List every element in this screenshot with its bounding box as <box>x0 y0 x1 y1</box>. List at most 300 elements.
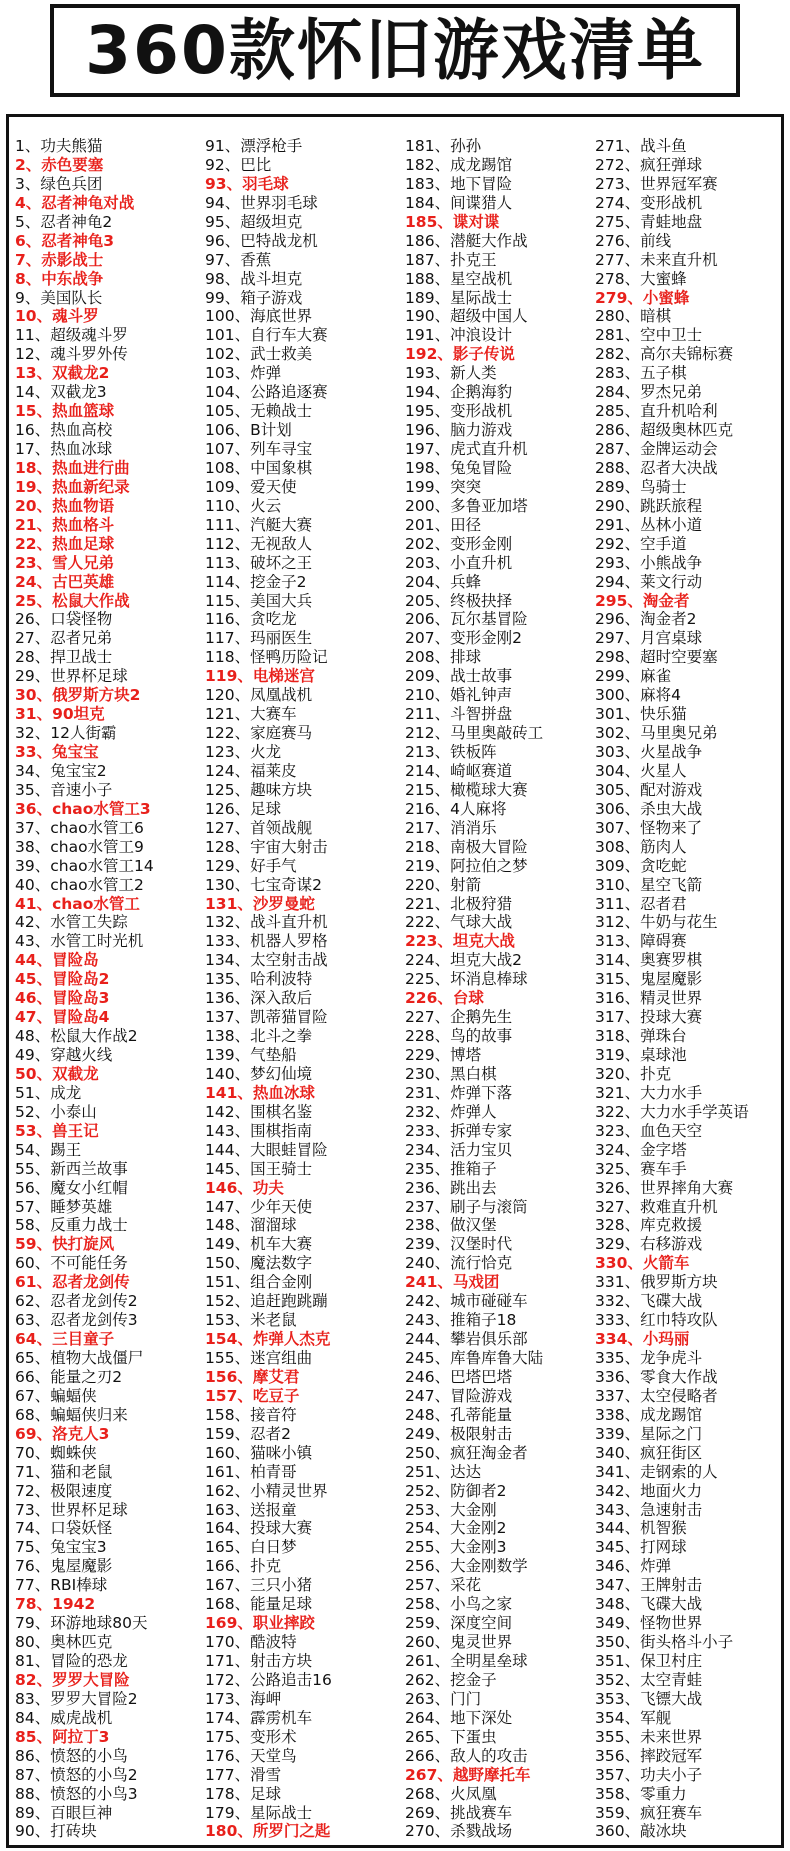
list-item: 149、机车大赛 <box>205 1235 313 1254</box>
list-item: 333、红巾特攻队 <box>595 1311 718 1330</box>
list-item: 273、世界冠军赛 <box>595 174 718 193</box>
list-item: 87、愤怒的小鸟2 <box>15 1765 138 1784</box>
list-item: 165、白日梦 <box>205 1538 297 1557</box>
list-item: 328、库克救援 <box>595 1216 703 1235</box>
list-item: 97、香蕉 <box>205 250 272 269</box>
list-item: 310、星空飞箭 <box>595 875 703 894</box>
list-item-highlighted: 169、职业摔跤 <box>205 1614 315 1633</box>
list-item: 327、救难直升机 <box>595 1197 718 1216</box>
list-item: 106、B计划 <box>205 421 292 440</box>
list-item: 130、七宝奇谋2 <box>205 875 322 894</box>
list-item-highlighted: 131、沙罗曼蛇 <box>205 894 315 913</box>
list-item-highlighted: 31、90坦克 <box>15 705 105 724</box>
list-item: 137、凯蒂猫冒险 <box>205 1008 328 1027</box>
list-item: 1、功夫熊猫 <box>15 137 103 155</box>
list-item: 160、猫咪小镇 <box>205 1443 313 1462</box>
list-item: 77、RBI棒球 <box>15 1576 108 1595</box>
list-item: 331、俄罗斯方块 <box>595 1273 718 1292</box>
list-item: 135、哈利波特 <box>205 970 313 989</box>
list-item-highlighted: 59、快打旋风 <box>15 1235 115 1254</box>
list-item-highlighted: 33、兔宝宝 <box>15 743 99 761</box>
list-item: 206、瓦尔基冒险 <box>405 610 528 629</box>
list-item: 336、零食大作战 <box>595 1367 718 1386</box>
list-item: 136、深入敌后 <box>205 989 313 1008</box>
list-item: 168、能量足球 <box>205 1595 313 1614</box>
list-item: 39、chao水管工14 <box>15 856 154 875</box>
list-item: 186、潜艇大作战 <box>405 231 528 250</box>
list-item: 94、世界羽毛球 <box>205 193 318 212</box>
list-item: 305、配对游戏 <box>595 780 703 799</box>
list-item: 212、马里奥敲砖工 <box>405 724 544 743</box>
list-item: 200、多鲁亚加塔 <box>405 496 528 515</box>
list-item: 319、桌球池 <box>595 1046 687 1064</box>
list-item-highlighted: 226、台球 <box>405 989 484 1008</box>
list-item: 288、忍者大决战 <box>595 458 718 477</box>
list-item: 58、反重力战士 <box>15 1216 128 1235</box>
list-item: 159、忍者2 <box>205 1424 291 1443</box>
list-item: 35、音速小子 <box>15 780 113 799</box>
list-item: 89、百眼巨神 <box>15 1803 113 1822</box>
list-item: 265、下蛋虫 <box>405 1727 497 1746</box>
list-item: 104、公路追逐赛 <box>205 383 328 402</box>
list-item-highlighted: 53、兽王记 <box>15 1121 99 1140</box>
list-item: 269、挑战赛车 <box>405 1803 513 1822</box>
game-list <box>6 114 784 1848</box>
list-item: 170、酷波特 <box>205 1633 297 1652</box>
list-item: 282、高尔夫锦标赛 <box>595 345 734 364</box>
list-item: 292、空手道 <box>595 534 687 553</box>
list-item: 346、炸弹 <box>595 1557 672 1576</box>
list-item: 164、投球大赛 <box>205 1519 313 1538</box>
list-item: 263、门门 <box>405 1689 482 1708</box>
list-item-highlighted: 18、热血进行曲 <box>15 458 130 477</box>
list-item: 122、家庭赛马 <box>205 724 313 743</box>
list-item-highlighted: 4、忍者神龟对战 <box>15 193 135 212</box>
list-item-highlighted: 45、冒险岛2 <box>15 970 110 989</box>
list-item: 80、奥林匹克 <box>15 1633 113 1652</box>
list-item-highlighted: 46、冒险岛3 <box>15 989 110 1008</box>
list-item: 213、铁板阵 <box>405 743 497 761</box>
list-item: 96、巴特战龙机 <box>205 231 318 250</box>
list-item: 240、流行恰克 <box>405 1254 513 1273</box>
list-item: 354、军舰 <box>595 1708 672 1727</box>
list-column-2 <box>205 137 394 1841</box>
list-item: 196、脑力游戏 <box>405 421 513 440</box>
list-item: 224、坦克大战2 <box>405 951 522 970</box>
list-item: 309、贪吃蛇 <box>595 856 687 875</box>
list-item: 38、chao水管工9 <box>15 837 144 856</box>
list-item: 27、忍者兄弟 <box>15 629 113 648</box>
list-item: 127、首领战舰 <box>205 818 313 837</box>
list-item: 323、血色天空 <box>595 1121 703 1140</box>
list-item: 357、功夫小子 <box>595 1765 703 1784</box>
list-item: 129、好手气 <box>205 856 297 875</box>
list-item: 306、杀虫大战 <box>595 799 703 818</box>
list-item: 280、暗棋 <box>595 307 672 326</box>
list-item-highlighted: 156、摩艾君 <box>205 1367 300 1386</box>
list-item: 276、前线 <box>595 231 672 250</box>
list-item: 332、飞碟大战 <box>595 1292 703 1311</box>
list-item: 205、终极抉择 <box>405 591 513 610</box>
list-item: 220、射箭 <box>405 875 482 894</box>
list-item: 313、障碍赛 <box>595 932 687 951</box>
list-item: 153、米老鼠 <box>205 1311 297 1330</box>
list-item: 219、阿拉伯之梦 <box>405 856 528 875</box>
list-item: 281、空中卫士 <box>595 326 703 345</box>
list-item: 207、变形金刚2 <box>405 629 522 648</box>
list-item: 343、急速射击 <box>595 1500 703 1519</box>
list-item: 158、接音符 <box>205 1405 297 1424</box>
list-item: 244、攀岩俱乐部 <box>405 1330 528 1349</box>
list-item: 60、不可能任务 <box>15 1254 128 1273</box>
list-item: 178、足球 <box>205 1784 282 1803</box>
list-column-3 <box>405 137 594 1841</box>
list-item: 108、中国象棋 <box>205 458 313 477</box>
list-item: 356、摔跤冠军 <box>595 1746 703 1765</box>
list-item: 26、口袋怪物 <box>15 610 113 629</box>
list-item: 12、魂斗罗外传 <box>15 345 128 364</box>
list-item-highlighted: 23、雪人兄弟 <box>15 553 115 572</box>
list-item-highlighted: 82、罗罗大冒险 <box>15 1670 130 1689</box>
list-item: 132、战斗直升机 <box>205 913 328 932</box>
list-item: 115、美国大兵 <box>205 591 313 610</box>
list-item-highlighted: 78、1942 <box>15 1595 96 1614</box>
list-item: 174、霹雳机车 <box>205 1708 313 1727</box>
list-item: 246、巴塔巴塔 <box>405 1367 513 1386</box>
list-item: 286、超级奥林匹克 <box>595 421 734 440</box>
list-item: 84、威虎战机 <box>15 1708 113 1727</box>
list-item: 99、箱子游戏 <box>205 288 303 307</box>
list-item: 65、植物大战僵尸 <box>15 1349 144 1367</box>
list-item: 236、跳出去 <box>405 1178 497 1197</box>
list-item: 291、丛林小道 <box>595 515 703 534</box>
list-item: 321、大力水手 <box>595 1083 703 1102</box>
list-item: 221、北极狩猎 <box>405 894 513 913</box>
list-item: 198、兔兔冒险 <box>405 458 513 477</box>
list-item: 297、月宫桌球 <box>595 629 703 648</box>
list-item: 197、虎式直升机 <box>405 440 528 458</box>
list-item: 199、突突 <box>405 477 482 496</box>
list-item: 76、鬼屋魔影 <box>15 1557 113 1576</box>
list-item: 268、火凤凰 <box>405 1784 497 1803</box>
list-item: 57、睡梦英雄 <box>15 1197 113 1216</box>
list-item: 232、炸弹人 <box>405 1102 497 1121</box>
list-item: 113、破坏之王 <box>205 553 313 572</box>
list-item: 283、五子棋 <box>595 364 687 383</box>
list-item: 111、汽艇大赛 <box>205 515 313 534</box>
list-item-highlighted: 6、忍者神龟3 <box>15 231 115 250</box>
list-item: 345、打网球 <box>595 1538 687 1557</box>
list-item: 272、疯狂弹球 <box>595 155 703 174</box>
list-item: 73、世界杯足球 <box>15 1500 128 1519</box>
list-item-highlighted: 36、chao水管工3 <box>15 799 151 818</box>
list-item: 322、大力水手学英语 <box>595 1102 749 1121</box>
list-item: 17、热血冰球 <box>15 440 113 458</box>
list-item: 150、魔法数字 <box>205 1254 313 1273</box>
list-item: 128、宇宙大射击 <box>205 837 328 856</box>
list-item: 316、精灵世界 <box>595 989 703 1008</box>
list-item-highlighted: 22、热血足球 <box>15 534 115 553</box>
list-item: 217、消消乐 <box>405 818 497 837</box>
list-item: 271、战斗鱼 <box>595 137 687 155</box>
list-item: 337、太空侵略者 <box>595 1386 718 1405</box>
list-item: 123、火龙 <box>205 743 282 761</box>
list-item: 277、未来直升机 <box>595 250 718 269</box>
list-item: 66、能量之刃2 <box>15 1367 123 1386</box>
list-item: 314、奥赛罗棋 <box>595 951 703 970</box>
list-column-1 <box>15 137 204 1841</box>
list-item: 289、鸟骑士 <box>595 477 687 496</box>
list-item: 248、孔蒂能量 <box>405 1405 513 1424</box>
list-item: 348、飞碟大战 <box>595 1595 703 1614</box>
list-item: 144、大眼蛙冒险 <box>205 1140 328 1159</box>
list-item: 14、双截龙3 <box>15 383 107 402</box>
list-item: 100、海底世界 <box>205 307 313 326</box>
list-item-highlighted: 47、冒险岛4 <box>15 1008 110 1027</box>
list-item: 56、魔女小红帽 <box>15 1178 128 1197</box>
list-item: 88、愤怒的小鸟3 <box>15 1784 138 1803</box>
list-item: 72、极限速度 <box>15 1481 113 1500</box>
list-item: 182、成龙踢馆 <box>405 155 513 174</box>
list-item: 204、兵蜂 <box>405 572 482 591</box>
list-item: 250、疯狂淘金者 <box>405 1443 528 1462</box>
list-item-highlighted: 44、冒险岛 <box>15 951 99 970</box>
list-item: 70、蜘蛛侠 <box>15 1443 97 1462</box>
list-item-highlighted: 2、赤色要塞 <box>15 155 104 174</box>
list-item: 266、敌人的攻击 <box>405 1746 528 1765</box>
list-item-highlighted: 30、俄罗斯方块2 <box>15 686 141 705</box>
list-item: 162、小精灵世界 <box>205 1481 328 1500</box>
list-item: 347、王牌射击 <box>595 1576 703 1595</box>
list-item: 274、变形战机 <box>595 193 703 212</box>
list-item: 81、冒险的恐龙 <box>15 1652 128 1670</box>
list-item: 338、成龙踢馆 <box>595 1405 703 1424</box>
list-item: 211、斗智拼盘 <box>405 705 513 724</box>
list-item: 210、婚礼钟声 <box>405 686 513 705</box>
list-item-highlighted: 192、影子传说 <box>405 345 515 364</box>
list-item: 299、麻雀 <box>595 667 672 686</box>
list-item: 145、国王骑士 <box>205 1159 313 1178</box>
list-item: 107、列车寻宝 <box>205 440 313 458</box>
list-item: 91、漂浮枪手 <box>205 137 303 155</box>
list-item: 181、孙孙 <box>405 137 482 155</box>
list-item: 270、杀戮战场 <box>405 1822 513 1841</box>
list-item: 42、水管工失踪 <box>15 913 128 932</box>
list-item: 71、猫和老鼠 <box>15 1462 113 1481</box>
page-title: 360款怀旧游戏清单 <box>85 11 705 89</box>
list-item-highlighted: 41、chao水管工 <box>15 894 140 913</box>
list-item: 126、足球 <box>205 799 282 818</box>
list-item: 203、小直升机 <box>405 553 513 572</box>
list-item: 167、三只小猪 <box>205 1576 313 1595</box>
list-item: 258、小鸟之家 <box>405 1595 513 1614</box>
list-item: 252、防御者2 <box>405 1481 507 1500</box>
list-item: 183、地下冒险 <box>405 174 513 193</box>
list-item: 68、蝙蝠侠归来 <box>15 1405 128 1424</box>
list-item: 54、踢王 <box>15 1140 82 1159</box>
list-item-highlighted: 19、热血新纪录 <box>15 477 130 496</box>
list-item: 193、新人类 <box>405 364 497 383</box>
list-item: 238、做汉堡 <box>405 1216 497 1235</box>
list-item-highlighted: 50、双截龙 <box>15 1064 99 1083</box>
list-item-highlighted: 10、魂斗罗 <box>15 307 99 326</box>
list-item: 138、北斗之拳 <box>205 1027 313 1046</box>
list-item: 249、极限射击 <box>405 1424 513 1443</box>
list-item: 320、扑克 <box>595 1064 672 1083</box>
list-item: 148、溜溜球 <box>205 1216 297 1235</box>
list-item-highlighted: 241、马戏团 <box>405 1273 500 1292</box>
list-item: 290、跳跃旅程 <box>595 496 703 515</box>
list-item: 214、崎岖赛道 <box>405 761 513 780</box>
list-item: 255、大金刚3 <box>405 1538 507 1557</box>
list-item: 342、地面火力 <box>595 1481 703 1500</box>
list-item: 147、少年天使 <box>205 1197 313 1216</box>
list-item: 90、打砖块 <box>15 1822 97 1841</box>
list-item: 233、拆弹专家 <box>405 1121 513 1140</box>
list-item: 358、零重力 <box>595 1784 687 1803</box>
list-item: 74、口袋妖怪 <box>15 1519 113 1538</box>
list-item: 67、蝙蝠侠 <box>15 1386 97 1405</box>
list-item-highlighted: 64、三目童子 <box>15 1330 115 1349</box>
list-item: 231、炸弹下落 <box>405 1083 513 1102</box>
list-item: 177、滑雪 <box>205 1765 282 1784</box>
list-item: 247、冒险游戏 <box>405 1386 513 1405</box>
list-item: 190、超级中国人 <box>405 307 528 326</box>
list-item: 49、穿越火线 <box>15 1046 113 1064</box>
list-item-highlighted: 334、小玛丽 <box>595 1330 690 1349</box>
list-item: 360、敲冰块 <box>595 1822 687 1841</box>
list-item: 326、世界摔角大赛 <box>595 1178 734 1197</box>
list-item: 350、街头格斗小子 <box>595 1633 734 1652</box>
list-item: 114、挖金子2 <box>205 572 307 591</box>
list-item: 315、鬼屋魔影 <box>595 970 703 989</box>
list-item-highlighted: 223、坦克大战 <box>405 932 515 951</box>
list-item: 40、chao水管工2 <box>15 875 144 894</box>
list-item: 324、金字塔 <box>595 1140 687 1159</box>
list-item: 16、热血高校 <box>15 421 113 440</box>
list-item: 109、爱天使 <box>205 477 297 496</box>
list-item: 227、企鹅先生 <box>405 1008 513 1027</box>
list-item-highlighted: 93、羽毛球 <box>205 174 289 193</box>
list-item: 92、巴比 <box>205 155 272 174</box>
list-item: 302、马里奥兄弟 <box>595 724 718 743</box>
list-item: 187、扑克王 <box>405 250 497 269</box>
list-item: 298、超时空要塞 <box>595 648 718 667</box>
list-item-highlighted: 330、火箭车 <box>595 1254 690 1273</box>
list-item: 260、鬼灵世界 <box>405 1633 513 1652</box>
list-item: 312、牛奶与花生 <box>595 913 718 932</box>
list-column-4 <box>595 137 784 1841</box>
list-item: 52、小泰山 <box>15 1102 97 1121</box>
list-item: 230、黑白棋 <box>405 1064 497 1083</box>
list-item: 171、射击方块 <box>205 1652 313 1670</box>
list-item: 251、达达 <box>405 1462 482 1481</box>
list-item: 175、变形术 <box>205 1727 297 1746</box>
list-item: 110、火云 <box>205 496 282 515</box>
list-item: 257、采花 <box>405 1576 482 1595</box>
list-item: 79、环游地球80天 <box>15 1614 148 1633</box>
list-item-highlighted: 85、阿拉丁3 <box>15 1727 110 1746</box>
list-item: 335、龙争虎斗 <box>595 1349 703 1367</box>
list-item-highlighted: 24、古巴英雄 <box>15 572 115 591</box>
list-item: 139、气垫船 <box>205 1046 297 1064</box>
list-item: 202、变形金刚 <box>405 534 513 553</box>
list-item: 143、围棋指南 <box>205 1121 313 1140</box>
list-item: 308、筋肉人 <box>595 837 687 856</box>
list-item-highlighted: 13、双截龙2 <box>15 364 110 383</box>
list-item-highlighted: 15、热血篮球 <box>15 402 115 421</box>
list-item: 118、怪鸭历险记 <box>205 648 328 667</box>
list-item: 300、麻将4 <box>595 686 681 705</box>
list-item-highlighted: 157、吃豆子 <box>205 1386 300 1405</box>
list-item: 184、间谍猎人 <box>405 193 513 212</box>
list-item: 116、贪吃龙 <box>205 610 297 629</box>
list-item: 259、深度空间 <box>405 1614 513 1633</box>
list-item: 254、大金刚2 <box>405 1519 507 1538</box>
list-item-highlighted: 119、电梯迷宫 <box>205 667 315 686</box>
list-item: 284、罗杰兄弟 <box>595 383 703 402</box>
list-item: 296、淘金者2 <box>595 610 697 629</box>
list-item: 275、青蛙地盘 <box>595 212 703 231</box>
list-item-highlighted: 295、淘金者 <box>595 591 690 610</box>
list-item: 293、小熊战争 <box>595 553 703 572</box>
list-item: 349、怪物世界 <box>595 1614 703 1633</box>
list-item: 201、田径 <box>405 515 482 534</box>
list-item: 228、鸟的故事 <box>405 1027 513 1046</box>
list-item: 209、战士故事 <box>405 667 513 686</box>
list-item: 229、博塔 <box>405 1046 482 1064</box>
list-item-highlighted: 25、松鼠大作战 <box>15 591 130 610</box>
list-item: 215、橄榄球大赛 <box>405 780 528 799</box>
list-item: 329、右移游戏 <box>595 1235 703 1254</box>
list-item: 140、梦幻仙境 <box>205 1064 313 1083</box>
list-item: 303、火星战争 <box>595 743 703 761</box>
list-item: 62、忍者龙剑传2 <box>15 1292 138 1311</box>
list-item: 176、天堂鸟 <box>205 1746 297 1765</box>
list-item: 355、未来世界 <box>595 1727 703 1746</box>
list-item: 3、绿色兵团 <box>15 174 103 193</box>
list-item: 235、推箱子 <box>405 1159 497 1178</box>
list-item: 43、水管工时光机 <box>15 932 144 951</box>
list-item: 287、金牌运动会 <box>595 440 718 458</box>
list-item-highlighted: 7、赤影战士 <box>15 250 104 269</box>
list-item: 216、4人麻将 <box>405 799 507 818</box>
list-item: 172、公路追击16 <box>205 1670 332 1689</box>
list-item: 189、星际战士 <box>405 288 513 307</box>
list-item: 51、成龙 <box>15 1083 82 1102</box>
list-item: 243、推箱子18 <box>405 1311 517 1330</box>
list-item: 179、星际战士 <box>205 1803 313 1822</box>
list-item: 5、忍者神龟2 <box>15 212 113 231</box>
list-item: 9、美国队长 <box>15 288 103 307</box>
list-item: 278、大蜜蜂 <box>595 269 687 288</box>
list-item: 102、武士救美 <box>205 345 313 364</box>
list-item: 239、汉堡时代 <box>405 1235 513 1254</box>
list-item: 101、自行车大赛 <box>205 326 328 345</box>
list-item: 351、保卫村庄 <box>595 1652 703 1670</box>
list-item: 37、chao水管工6 <box>15 818 144 837</box>
list-item-highlighted: 61、忍者龙剑传 <box>15 1273 130 1292</box>
list-item: 225、坏消息棒球 <box>405 970 528 989</box>
list-item: 218、南极大冒险 <box>405 837 528 856</box>
list-item: 262、挖金子 <box>405 1670 497 1689</box>
list-item: 237、刷子与滚筒 <box>405 1197 528 1216</box>
list-item: 29、世界杯足球 <box>15 667 128 686</box>
list-item: 155、迷宫组曲 <box>205 1349 313 1367</box>
list-item: 125、趣味方块 <box>205 780 313 799</box>
list-item: 48、松鼠大作战2 <box>15 1027 138 1046</box>
list-item: 152、追赶跑跳蹦 <box>205 1292 328 1311</box>
